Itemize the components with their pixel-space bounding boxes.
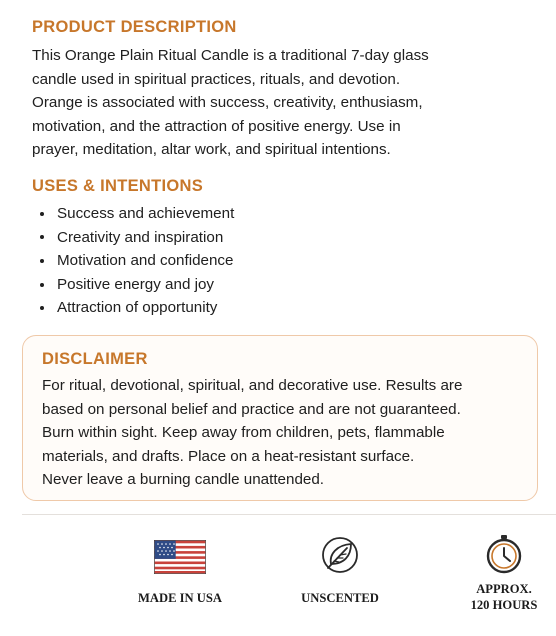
feature-label-line: MADE IN USA (138, 591, 222, 605)
clock-icon (484, 534, 524, 574)
description-line: Orange is associated with success, creativity, enthusiasm, (32, 94, 423, 112)
bullet-icon (40, 283, 44, 287)
list-item (38, 296, 234, 320)
product-description-heading: PRODUCT DESCRIPTION (32, 18, 237, 36)
list-item (38, 273, 234, 297)
description-line: motivation, and the attraction of positive energy. Use in (32, 117, 401, 135)
uses-list (38, 202, 234, 320)
feature-label-line: APPROX. (476, 582, 532, 596)
product-description-text (32, 44, 532, 162)
list-item-label: Creativity and inspiration (57, 228, 224, 246)
feature-label (452, 581, 556, 613)
description-line: This Orange Plain Ritual Candle is a traditional 7-day glass (32, 47, 429, 64)
disclaimer-heading: DISCLAIMER (42, 350, 148, 368)
disclaimer-line: based on personal belief and practice and are not guaranteed. (42, 400, 461, 418)
list-item-label: Positive energy and joy (57, 275, 215, 293)
feature-made-in-usa (128, 540, 232, 606)
description-line: prayer, meditation, altar work, and spiritual intentions. (32, 141, 391, 159)
feature-unscented (288, 535, 392, 606)
feature-label-line: 120 HOURS (470, 598, 538, 612)
list-item-label: Success and achievement (57, 205, 235, 222)
us-flag-icon (154, 540, 206, 574)
section-divider (22, 514, 556, 515)
bullet-icon (40, 212, 44, 216)
disclaimer-line: materials, and drafts. Place on a heat-resistant surface. (42, 447, 415, 465)
list-item (38, 249, 234, 273)
list-item (38, 202, 234, 226)
disclaimer-text (42, 374, 532, 492)
list-item (38, 226, 234, 250)
disclaimer-line: For ritual, devotional, spiritual, and decorative use. Results are (42, 377, 463, 394)
feature-burn-time (452, 534, 556, 613)
feature-label (128, 590, 232, 606)
feature-label (288, 590, 392, 606)
leaf-icon (320, 535, 360, 575)
bullet-icon (40, 235, 44, 239)
feature-label-line: UNSCENTED (301, 591, 379, 605)
disclaimer-line: Never leave a burning candle unattended. (42, 471, 325, 489)
description-line: candle used in spiritual practices, rituals, and devotion. (32, 70, 401, 88)
disclaimer-line: Burn within sight. Keep away from children, pets, flammable (42, 424, 445, 442)
uses-intentions-heading: USES & INTENTIONS (32, 177, 204, 195)
list-item-label: Attraction of opportunity (57, 299, 218, 317)
list-item-label: Motivation and confidence (57, 252, 234, 270)
bullet-icon (40, 306, 44, 310)
bullet-icon (40, 259, 44, 263)
